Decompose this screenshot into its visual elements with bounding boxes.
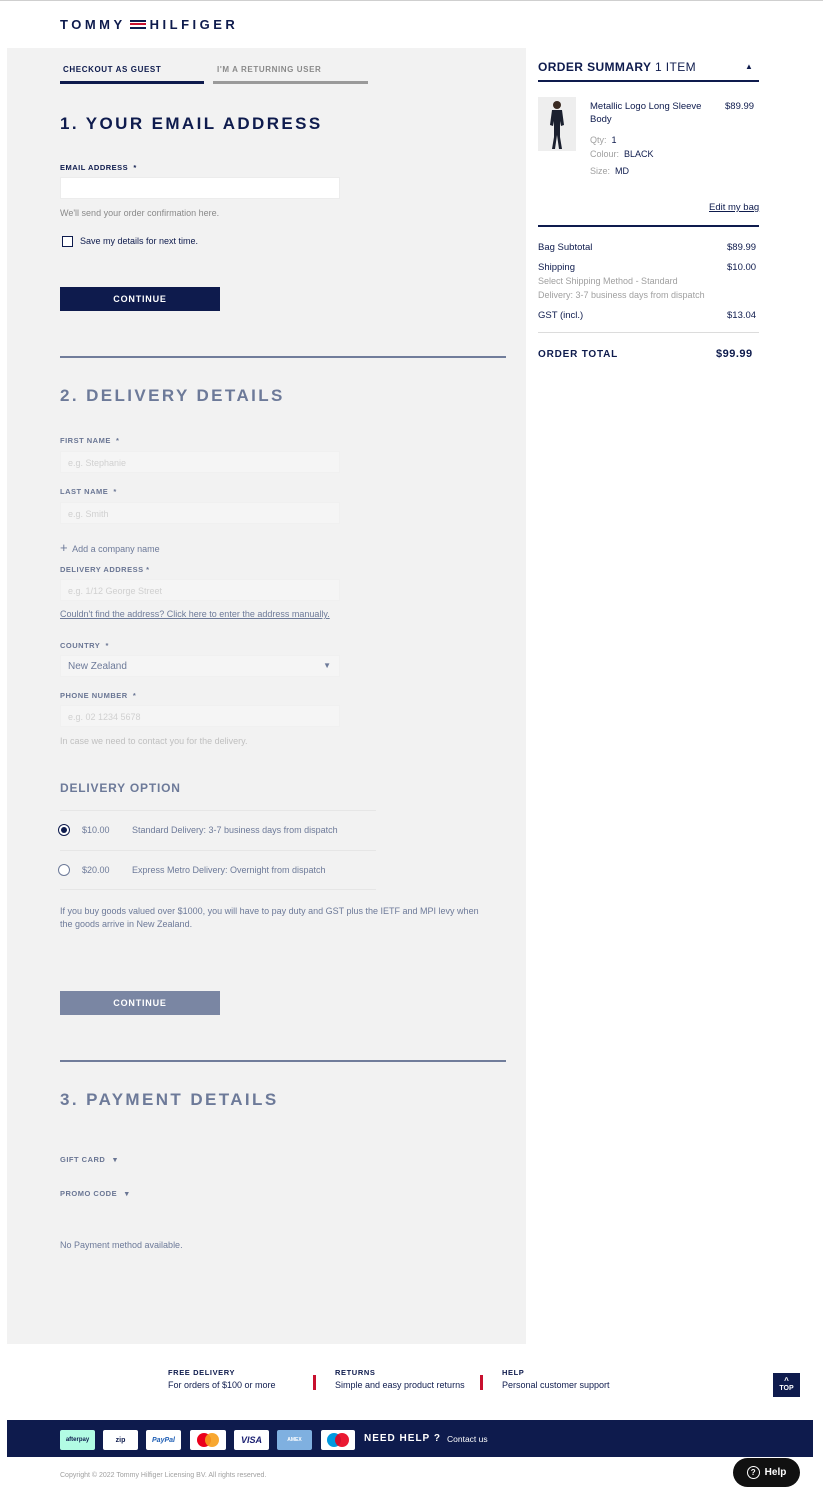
visa-icon: VISA [234,1430,269,1450]
shipping-label: Shipping [538,262,575,273]
top-label: TOP [779,1385,794,1392]
zip-icon: zip [103,1430,138,1450]
paypal-icon: PayPal [146,1430,181,1450]
section-divider-2 [60,1060,506,1062]
order-total-label: ORDER TOTAL [538,349,619,360]
feature-help-title: HELP [502,1368,525,1377]
email-field[interactable] [60,177,340,199]
delivery-option-standard-desc: Standard Delivery: 3-7 business days from dispatch [132,825,338,835]
tab-returning-underline [213,81,368,84]
chevron-down-icon: ▾ [113,1155,118,1164]
mastercard-circles [195,1432,221,1448]
plus-icon: + [60,540,68,555]
help-button[interactable] [733,1458,800,1487]
order-summary-title: ORDER SUMMARY 1 ITEM [538,60,697,74]
back-to-top-button[interactable] [773,1373,800,1397]
first-name-label: FIRST NAME * [60,436,120,445]
product-name-line-2[interactable]: Body [590,114,612,125]
country-select[interactable] [60,655,340,677]
shipping-note-1: Select Shipping Method - Standard [538,276,678,286]
mastercard-icon [190,1430,226,1450]
feature-returns-title: RETURNS [335,1368,376,1377]
tab-returning[interactable]: I'M A RETURNING USER [217,65,322,74]
option-divider-top [60,810,376,811]
collapse-icon[interactable]: ▲ [745,62,753,71]
gift-card-toggle[interactable]: GIFT CARD ▾ [60,1155,118,1164]
email-label: EMAIL ADDRESS * [60,163,137,172]
brand-logo[interactable] [60,16,238,32]
first-name-field[interactable]: e.g. Stephanie [60,451,340,473]
summary-rule-mid [538,225,759,227]
summary-rule-light [538,332,759,333]
afterpay-icon: afterpay [60,1430,95,1450]
product-qty: Qty: 1 [590,135,617,145]
product-size: Size: MD [590,166,630,176]
product-name-line-1[interactable]: Metallic Logo Long Sleeve [590,101,702,112]
phone-field[interactable]: e.g. 02 1234 5678 [60,705,340,727]
promo-code-toggle[interactable]: PROMO CODE ▾ [60,1189,130,1198]
contact-us-link[interactable]: Contact us [447,1434,488,1444]
question-icon: ? [747,1466,760,1479]
last-name-field[interactable]: e.g. Smith [60,502,340,524]
caret-down-icon: ▼ [323,661,331,670]
phone-help: In case we need to contact you for the delivery. [60,736,248,746]
country-label: COUNTRY * [60,641,109,650]
feature-help-text: Personal customer support [502,1380,610,1390]
copyright: Copyright © 2022 Tommy Hilfiger Licensing BV. All rights reserved. [60,1472,267,1479]
duty-note-line-1: If you buy goods valued over $1000, you will have to pay duty and GST plus the IETF and MPI levy when [60,906,479,916]
delivery-option-express-price: $20.00 [82,865,110,875]
subtotal-label: Bag Subtotal [538,242,593,253]
manual-address-link[interactable]: Couldn't find the address? Click here to enter the address manually. [60,609,330,619]
last-name-label: LAST NAME * [60,487,117,496]
address-label: DELIVERY ADDRESS * [60,565,150,574]
feature-free-delivery-title: FREE DELIVERY [168,1368,236,1377]
email-section-title: 1. YOUR EMAIL ADDRESS [60,114,323,133]
country-value: New Zealand [68,661,127,672]
delivery-option-standard-price: $10.00 [82,825,110,835]
amex-icon: AMEX [277,1430,312,1450]
edit-bag-link[interactable]: Edit my bag [709,202,760,213]
top-border [0,0,823,1]
add-company-link[interactable]: + Add a company name [60,540,160,555]
address-field[interactable]: e.g. 1/12 George Street [60,579,340,601]
feature-returns-text: Simple and easy product returns [335,1380,465,1390]
tab-guest[interactable]: CHECKOUT AS GUEST [63,65,162,74]
help-label: Help [764,1467,787,1478]
order-total-value: $99.99 [716,348,753,360]
shipping-value: $10.00 [727,262,757,273]
section-divider-1 [60,356,506,358]
gst-label: GST (incl.) [538,310,584,321]
email-continue-button[interactable]: CONTINUE [60,287,220,311]
maestro-circles [325,1432,351,1448]
duty-note-line-2: the goods arrive in New Zealand. [60,919,193,929]
phone-label: PHONE NUMBER * [60,691,137,700]
brand-left: TOMMY [60,16,126,32]
save-details-label: Save my details for next time. [80,236,199,246]
product-figure-icon [538,97,576,151]
feature-free-delivery-text: For orders of $100 or more [168,1380,276,1390]
tab-guest-underline [60,81,204,84]
feature-separator [480,1375,483,1390]
need-help-label: NEED HELP ? [364,1433,441,1444]
delivery-option-title: DELIVERY OPTION [60,781,181,795]
email-help: We'll send your order confirmation here. [60,208,220,218]
flag-icon [130,20,146,29]
save-details-checkbox[interactable] [62,236,73,247]
product-thumbnail[interactable] [538,97,576,151]
maestro-icon [321,1430,355,1450]
shipping-note-2: Delivery: 3-7 business days from dispatch [538,290,705,300]
brand-right: HILFIGER [149,16,239,32]
option-divider-mid [60,850,376,851]
subtotal-value: $89.99 [727,242,757,253]
delivery-section-title: 2. DELIVERY DETAILS [60,386,285,405]
summary-rule-top [538,80,759,82]
chevron-down-icon: ▾ [124,1189,130,1198]
gst-value: $13.04 [727,310,757,321]
payment-section-title: 3. PAYMENT DETAILS [60,1090,279,1109]
option-divider-bottom [60,889,376,890]
no-payment-text: No Payment method available. [60,1240,183,1250]
feature-separator [313,1375,316,1390]
chevron-up-icon: ^ [784,1376,789,1385]
delivery-continue-button[interactable]: CONTINUE [60,991,220,1015]
delivery-option-express-radio[interactable] [58,864,70,876]
delivery-option-express-desc: Express Metro Delivery: Overnight from dispatch [132,865,326,875]
product-price: $89.99 [725,101,755,112]
delivery-option-standard-radio[interactable] [58,824,70,836]
product-colour: Colour: BLACK [590,149,654,159]
